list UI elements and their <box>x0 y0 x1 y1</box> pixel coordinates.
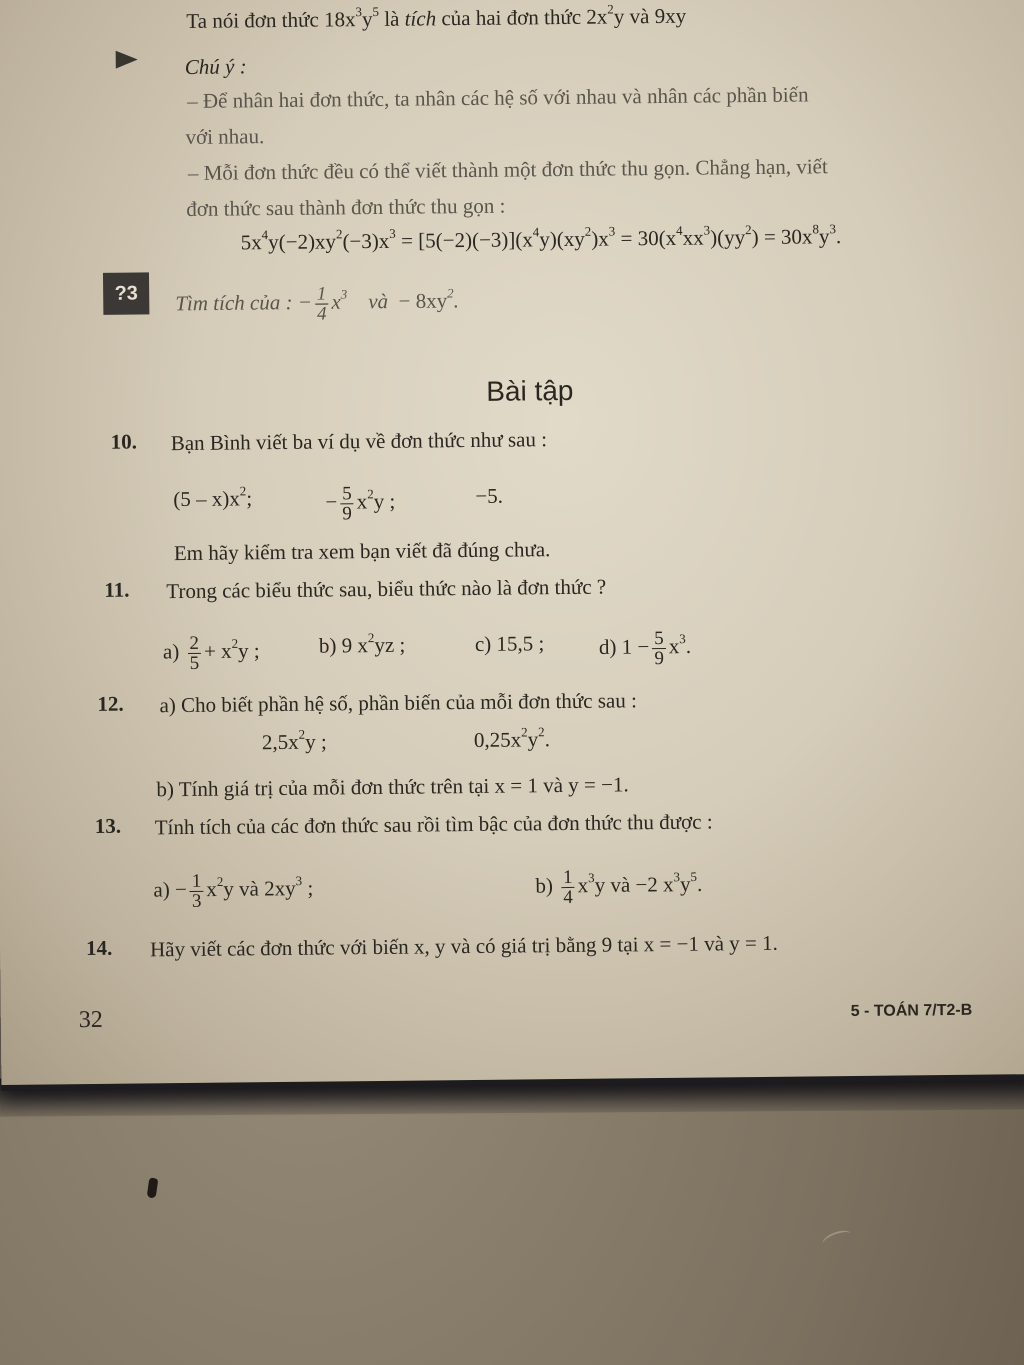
exercise-11-number: 11. <box>104 577 130 602</box>
note-paragraph-1b: với nhau. <box>185 124 265 149</box>
exercise-12-number: 12. <box>97 691 124 716</box>
exercise-12-b: b) Tính giá trị của mỗi đơn thức trên tại x = 1 và y = −1. <box>156 772 629 802</box>
note-paragraph-1a: – Để nhân hai đơn thức, ta nhân các hệ số với nhau và nhân các phần biến <box>187 82 809 113</box>
exercise-10-text: Bạn Bình viết ba ví dụ về đơn thức như sau : <box>170 427 548 456</box>
exercise-10-example-3: −5. <box>475 483 504 508</box>
exercise-10-example-1: $(5 - x)x^2$; <box>173 483 253 512</box>
exercise-11-b: b) 9 $x^2yz$ ; <box>318 630 406 658</box>
exercise-11-c: c) 15,5 ; <box>474 631 545 656</box>
monomial-2x2y: $2x^2y$ và 9xy <box>586 1 687 29</box>
section-title: Bài tập <box>486 374 574 407</box>
fraction-5-9b: $\frac{5}{9}$ <box>654 627 664 670</box>
exercise-13-text: Tính tích của các đơn thức sau rồi tìm bậc của đơn thức thu được : <box>154 809 713 840</box>
note-paragraph-2b: đơn thức sau thành đơn thức thu gọn : <box>186 193 506 221</box>
question-badge: ?3 <box>103 272 149 314</box>
fraction-1-3: $\frac{1}{3}$ <box>191 870 202 912</box>
exercise-12-monomial-1: $2,5x^2y$ ; <box>261 726 327 755</box>
exercise-10-example-2: − $\frac{5}{9}$ $x^2y$ ; <box>325 483 396 525</box>
intro-tich: tích <box>404 6 437 31</box>
exercise-13-number: 13. <box>94 813 122 838</box>
exercise-14-number: 14. <box>85 935 113 961</box>
intro-after: của hai đơn thức <box>441 4 582 31</box>
intro-text: Ta nói đơn thức <box>186 7 319 33</box>
exercise-11-a: a) $\frac{2}{5}$ + $x^2y$ ; <box>162 632 260 674</box>
fraction-1-4: $\frac{1}{4}$ <box>316 283 327 325</box>
question-3: Tìm tích của : − $\frac{1}{4}$ $x^3$ và − $8xy^2$. <box>175 283 460 325</box>
note-paragraph-2a: – Mỗi đơn thức đều có thể viết thành một đơn thức thu gọn. Chẳng hạn, viết <box>187 154 828 185</box>
exercise-12-monomial-2: $0,25x^2y^2$. <box>473 724 551 752</box>
note-arrow-icon <box>116 50 138 68</box>
example-formula: $5x^4y(-2)xy^2(-3)x^3 = [5(-2)(-3)](x^4y)(xy^2)x^3 = 30(x^4xx^3)(yy^2) = 30x^8y^3$. <box>240 221 842 255</box>
page-number: 32 <box>78 1006 103 1034</box>
note-title: Chú ý : <box>184 54 247 79</box>
exercise-11-text: Trong các biểu thức sau, biểu thức nào là đơn thức ? <box>166 574 607 604</box>
exercise-10-check: Em hãy kiểm tra xem bạn viết đã đúng chưa. <box>173 537 551 566</box>
intro-mid: là <box>384 6 400 31</box>
intro-line <box>186 3 686 34</box>
exercise-13-a: a) − $\frac{1}{3}$ $x^2y$ và $2xy^3$ ; <box>153 870 314 912</box>
exercise-11-d: d) 1 − $\frac{5}{9}$ $x^3$. <box>598 627 692 670</box>
exercise-12-a: a) Cho biết phần hệ số, phần biến của mỗi đơn thức sau : <box>159 688 637 718</box>
exercise-14-text: Hãy viết các đơn thức với biến x, y và có giá trị bằng 9 tại x = −1 và y = 1. <box>149 930 778 962</box>
exercise-10-number: 10. <box>110 429 138 454</box>
monomial-18x3y5: $18x^3y^5$ <box>323 3 379 32</box>
book-code: 5 - TOÁN 7/T2-B <box>850 1001 973 1021</box>
exercise-13-b: b) $\frac{1}{4}$ $x^3y$ và −2 $x^3y^5$. <box>535 866 703 909</box>
fraction-2-5: $\frac{2}{5}$ <box>189 632 200 674</box>
fraction-5-9: $\frac{5}{9}$ <box>342 483 352 525</box>
fraction-1-4b: $\frac{1}{4}$ <box>562 866 573 909</box>
